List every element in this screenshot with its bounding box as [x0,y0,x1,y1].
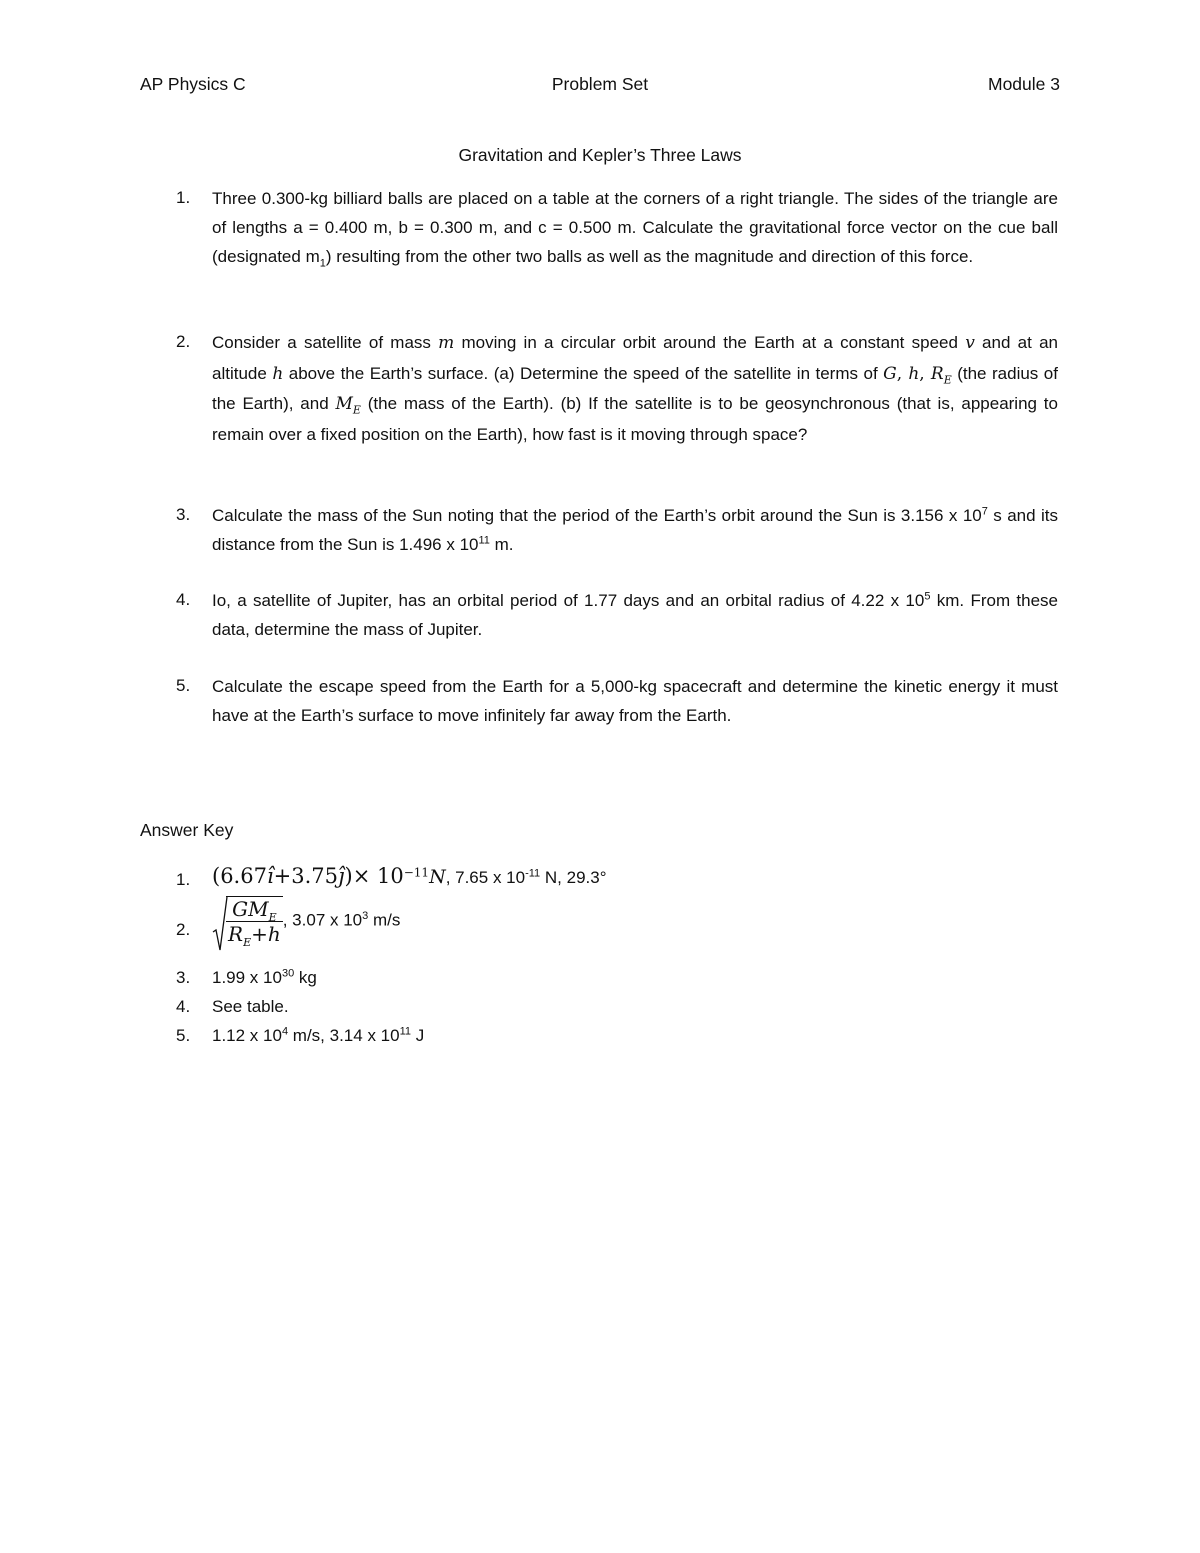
problem-text-part: (the radius of the Earth), and [212,363,1058,413]
answer-text [212,864,607,888]
problem-text-part: km. From these data, determine the mass of Jupiter. [212,591,1058,639]
superscript: 3 [362,909,369,922]
answer-text-part: 1.99 x 10 [212,968,282,987]
superscript: 4 [281,1025,289,1038]
math-symbol: R [930,363,944,384]
fraction [226,897,283,949]
problem-text [212,586,1058,644]
math-symbol: N [429,866,446,888]
problem-text-part: above the Earth’s surface. (a) Determine the speed of the satellite in terms of [283,363,884,383]
problem-text [212,501,1058,559]
math-symbol: R [228,922,244,946]
superscript: 30 [281,967,295,980]
problem-number: 1. [176,188,191,207]
math-symbol: M [335,394,353,414]
problem-text [212,184,1058,271]
math-symbol: G [883,363,897,384]
page-title: Gravitation and Kepler’s Three Laws [458,145,742,165]
answer-text-part: 1.12 x 10 [212,1026,282,1045]
subscript: E [943,372,952,386]
answer-text-part: N, 29.3° [540,868,607,887]
math-symbol: v [965,333,975,353]
math-symbol: , [919,363,931,384]
superscript: 11 [399,1025,411,1038]
answer-text-part: kg [294,968,317,987]
problem-text-part: (the mass of the Earth). (b) If the satellite is to be geosynchronous (that is, appearing to remain over a fixed position on the Earth), how fast is it moving through space? [212,394,1058,444]
subscript: E [243,936,252,949]
superscript: 7 [981,505,988,518]
unit-vector-j: ĵ [338,864,345,888]
problem-text: Calculate the escape speed from the Earth for a 5,000-kg spacecraft and determine the kinetic energy it must have at the Earth’s surface to move infinitely far away from the Earth. [212,677,1058,725]
math-symbol: h [908,363,920,384]
page-header [140,74,1060,98]
superscript: 5 [924,590,931,603]
subscript: E [352,403,361,417]
problem-text-part: Calculate the mass of the Sun noting that the period of the Earth’s orbit around the Sun is 3.156 x 10 [212,506,982,525]
answer-number: 1. [176,870,191,889]
subscript: 1 [319,257,326,270]
math-symbol: (6.67 [212,864,267,888]
radical-sign-icon [212,896,228,952]
fraction-numerator [226,897,283,922]
problem-text-part: s and its distance from the Sun is 1.496 x 10 [212,506,1058,554]
superscript: −11 [403,865,430,880]
subscript: E [268,911,277,924]
problem-text-part: Consider a satellite of mass [212,333,439,352]
superscript: -11 [525,867,541,880]
problem-text-part: moving in a circular orbit around the Earth at a constant speed [454,333,966,352]
unit-vector-i: î [266,864,274,888]
header-module: Module 3 [988,74,1060,94]
answer-text [212,968,317,988]
answer-text [212,1026,424,1046]
square-root [212,896,283,949]
problem-text-part: ) resulting from the other two balls as well as the magnitude and direction of this force. [325,247,974,266]
answer-text-part: , 7.65 x 10 [445,868,526,887]
math-symbol: , [896,363,909,384]
problem-text [212,328,1058,449]
header-course: AP Physics C [140,74,246,94]
math-symbol: +3.75 [273,864,339,888]
fraction-denominator [226,922,283,949]
math-symbol: +h [251,922,281,946]
radicand [226,896,283,949]
superscript: 11 [478,534,490,547]
math-symbol: GM [232,897,269,921]
problem-text-part: Io, a satellite of Jupiter, has an orbital period of 1.77 days and an orbital radius of 4.22 x 10 [212,591,925,610]
math-symbol: m [438,333,455,353]
math-symbol: )× 10 [344,864,404,888]
header-doc-type: Problem Set [551,74,649,94]
problem-number: 4. [176,590,191,609]
answer-number: 2. [176,920,191,939]
answer-text-part: , 3.07 x 10 [282,910,363,930]
problem-number: 2. [176,332,191,351]
math-symbol: h [272,363,284,384]
problem-text-part: and at an altitude [212,333,1058,383]
answer-text-part: m/s, 3.14 x 10 [288,1026,400,1045]
problem-number: 5. [176,676,191,695]
answer-text [212,896,401,949]
answer-text-part: J [411,1026,425,1045]
answer-text-part: m/s [368,910,401,930]
answer-text: See table. [212,997,289,1016]
answer-number: 3. [176,968,191,987]
problem-text-part: Three 0.300-kg billiard balls are placed on a table at the corners of a right triangle. The sides of the triangle are of lengths a = 0.400 m, b = 0.300 m, and c = 0.500 m. Calculate the gravitational force vector on the cue ball (designated m [212,189,1058,266]
answer-key-heading: Answer Key [140,820,234,840]
answer-number: 5. [176,1026,191,1045]
problem-text-part: m. [489,535,514,554]
problem-number: 3. [176,505,191,524]
answer-number: 4. [176,997,191,1016]
